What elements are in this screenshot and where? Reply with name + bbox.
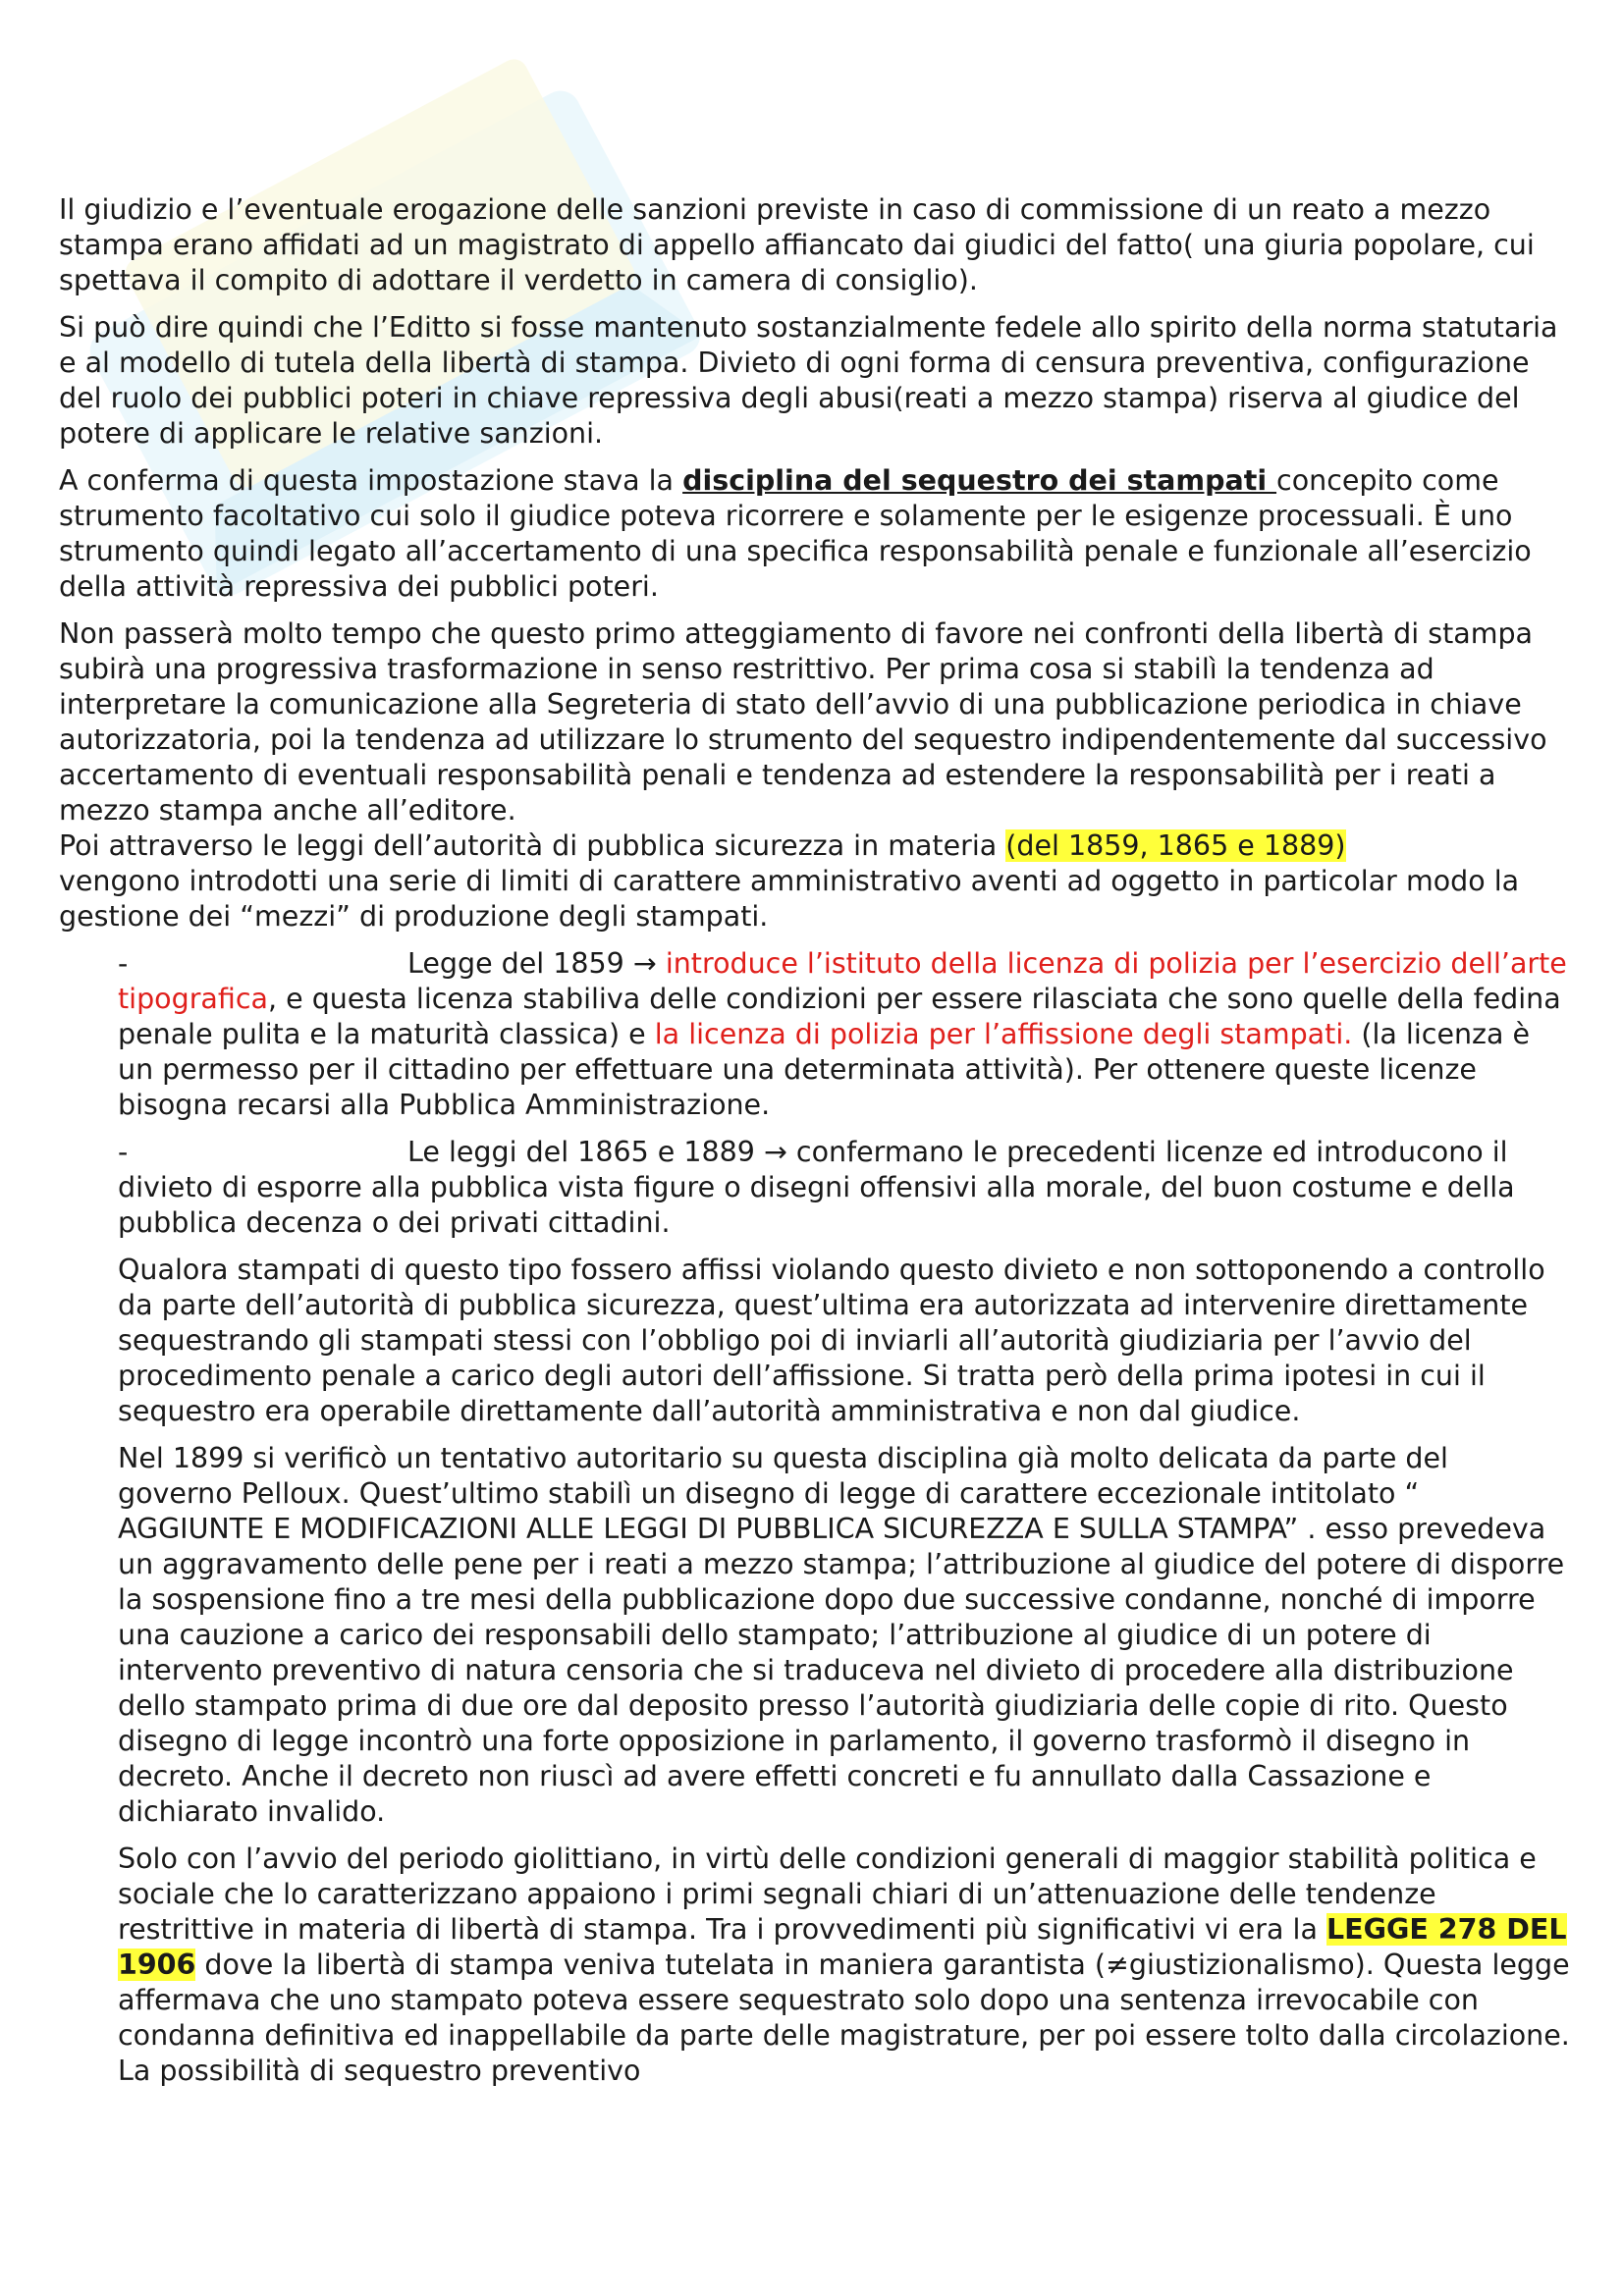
sequestro-emphasis: disciplina del sequestro dei stampati — [682, 464, 1277, 497]
paragraph-7: Solo con l’avvio del periodo giolittiano, in virtù delle condizioni generali di maggior stabilità politica e sociale che lo caratterizzano appaiono i primi segnali chiari di un’attenuazione delle tendenze restrittive in materia di libertà di stampa. Tra i provvedimenti più significativi vi era la LEGGE 278 DEL 1906 dove la libertà di stampa veniva tutelata in maniera garantista (≠giustizionalismo). Questa legge affermava che uno stampato poteva essere sequestrato solo dopo una sentenza irrevocabile con condanna definitiva ed inappellabile da parte delle magistrature, per poi essere tolto dalla circolazione. La possibilità di sequestro preventivo — [118, 1842, 1570, 2087]
paragraph-5: Qualora stampati di questo tipo fossero affissi violando questo divieto e non sottoponendo a controllo da parte dell’autorità di pubblica sicurezza, quest’ultima era autorizzata ad intervenire direttamente sequestrando gli stampati stessi con l’obbligo poi di inviarli all’autorità giudiziaria per l’avvio del procedimento penale a carico degli autori dell’affissione. Si tratta però della prima ipotesi in cui il sequestro era operabile direttamente dall’autorità amministrativa e non dal giudice. — [118, 1254, 1545, 1427]
list-item-1859: - Legge del 1859 → introduce l’istituto della licenza di polizia per l’esercizio dell’arte tipografica, e questa licenza stabiliva delle condizioni per essere rilasciata che sono quelle della fedina penale pulita e la maturità classica) e la licenza di polizia per l’affissione degli stampati. (la licenza è un permesso per il cittadino per effettuare una determinata attività). Per ottenere queste licenze bisogna recarsi alla Pubblica Amministrazione. — [118, 947, 1567, 1121]
highlight-years: (del 1859, 1865 e 1889) — [1005, 829, 1346, 862]
paragraph-3: A conferma di questa impostazione stava la disciplina del sequestro dei stampati concepito come strumento facoltativo cui solo il giudice poteva ricorrere e solamente per le esigenze processuali. È uno strumento quindi legato all’accertamento di una specifica responsabilità penale e funzionale all’esercizio della attività repressiva dei pubblici poteri. — [59, 464, 1532, 603]
document-body — [59, 192, 1571, 2101]
red-licenza-affissione: la licenza di polizia per l’affissione degli stampati. — [654, 1018, 1353, 1050]
paragraph-4: Non passerà molto tempo che questo primo atteggiamento di favore nei confronti della libertà di stampa subirà una progressiva trasformazione in senso restrittivo. Per prima cosa si stabilì la tendenza ad interpretare la comunicazione alla Segreteria di stato dell’avvio di una pubblicazione periodica in chiave autorizzatoria, poi la tendenza ad utilizzare lo strumento del sequestro indipendentemente dal successivo accertamento di eventuali responsabilità penali e tendenza ad estendere la responsabilità per i reati a mezzo stampa anche all’editore. Poi attraverso le leggi dell’autorità di pubblica sicurezza in materia (del 1859, 1865 e 1889) vengono introdotti una serie di limiti di carattere amministrativo aventi ad oggetto in particolar modo la gestione dei “mezzi” di produzione degli stampati. — [59, 617, 1547, 933]
list-item-1865-1889: - Le leggi del 1865 e 1889 → confermano le precedenti licenze ed introducono il divieto di esporre alla pubblica vista figure o disegni offensivi alla morale, del buon costume e della pubblica decenza o dei privati cittadini. — [118, 1136, 1515, 1239]
red-licenza-tipografica: introduce l’istituto della licenza di polizia per l’esercizio dell’arte tipografica — [118, 947, 1567, 1015]
paragraph-6: Nel 1899 si verificò un tentativo autoritario su questa disciplina già molto delicata da parte del governo Pelloux. Quest’ultimo stabilì un disegno di legge di carattere eccezionale intitolato “ AGGIUNTE E MODIFICAZIONI ALLE LEGGI DI PUBBLICA SICUREZZA E SULLA STAMPA” . esso prevedeva un aggravamento delle pene per i reati a mezzo stampa; l’attribuzione al giudice del potere di disporre la sospensione fino a tre mesi della pubblicazione dopo due successive condanne, nonché di imporre una cauzione a carico dei responsabili dello stampato; l’attribuzione al giudice di un potere di intervento preventivo di natura censoria che si traduceva nel divieto di procedere alla distribuzione dello stampato prima di due ore dal deposito presso l’autorità giudiziaria delle copie di rito. Questo disegno di legge incontrò una forte opposizione in parlamento, il governo trasformò il disegno in decreto. Anche il decreto non riuscì ad avere effetti concreti e fu annullato dalla Cassazione e dichiarato invalido. — [118, 1442, 1565, 1828]
highlight-legge-1906: LEGGE 278 DEL 1906 — [118, 1913, 1567, 1981]
paragraph-1: Il giudizio e l’eventuale erogazione delle sanzioni previste in caso di commissione di un reato a mezzo stampa erano affidati ad un magistrato di appello affiancato dai giudici del fatto( una giuria popolare, cui spettava il compito di adottare il verdetto in camera di consiglio). — [59, 193, 1535, 296]
paragraph-2: Si può dire quindi che l’Editto si fosse mantenuto sostanzialmente fedele allo spirito della norma statutaria e al modello di tutela della libertà di stampa. Divieto di ogni forma di censura preventiva, configurazione del ruolo dei pubblici poteri in chiave repressiva degli abusi(reati a mezzo stampa) riserva al giudice del potere di applicare le relative sanzioni. — [59, 311, 1558, 450]
